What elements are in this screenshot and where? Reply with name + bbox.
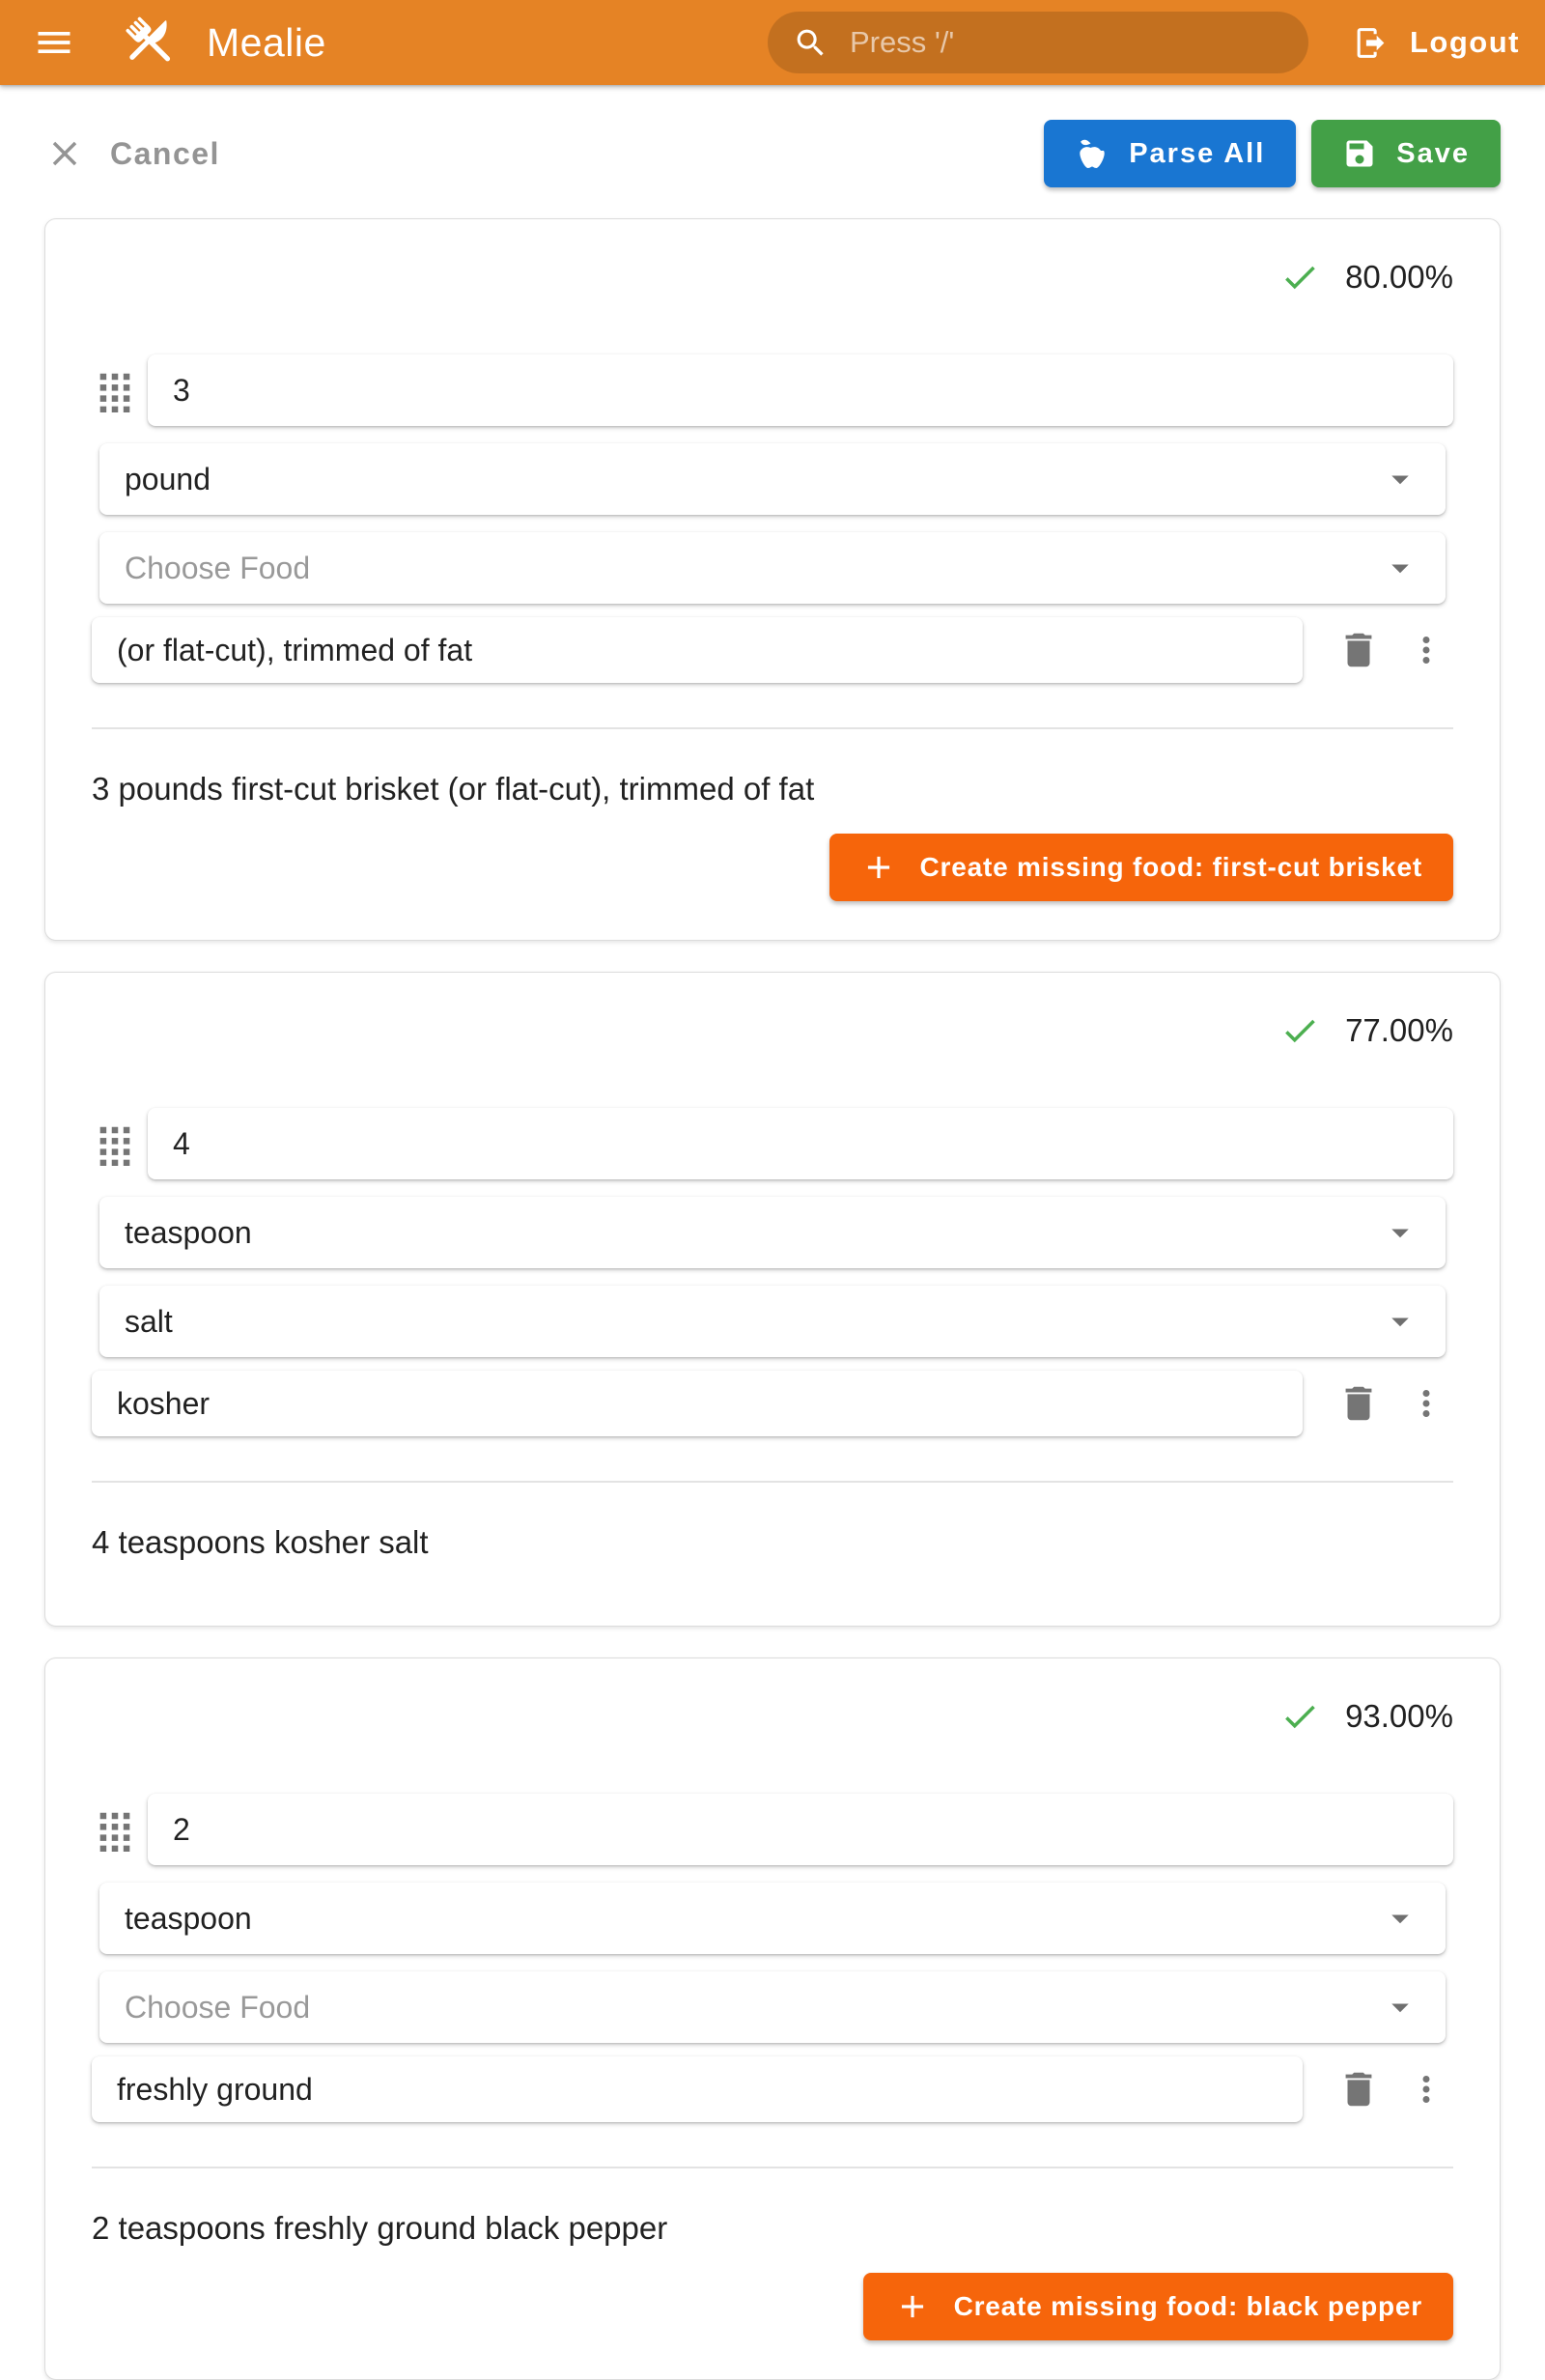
chevron-down-icon xyxy=(1380,459,1420,499)
quantity-input[interactable] xyxy=(173,1812,1428,1848)
ingredient-card-brisket xyxy=(44,218,1501,941)
note-input[interactable] xyxy=(117,2072,1278,2108)
drag-handle-icon[interactable] xyxy=(92,367,138,413)
original-ingredient-text: 3 pounds first-cut brisket (or flat-cut), trimmed of fat xyxy=(92,771,815,807)
chevron-down-icon xyxy=(1380,1301,1420,1342)
confidence-value: 77.00% xyxy=(1345,1012,1453,1048)
quantity-field xyxy=(148,1108,1453,1179)
mealie-logo-icon xyxy=(120,12,182,73)
note-input[interactable] xyxy=(117,633,1278,668)
create-missing-food-button[interactable] xyxy=(829,834,1453,901)
parse-all-button[interactable] xyxy=(1044,120,1296,187)
create-missing-food-button[interactable] xyxy=(863,2273,1453,2340)
delete-ingredient-button[interactable] xyxy=(1332,1376,1386,1431)
confidence-row xyxy=(92,254,1453,300)
quantity-input[interactable] xyxy=(173,373,1428,409)
divider xyxy=(92,727,1453,729)
chevron-down-icon xyxy=(1380,1898,1420,1939)
note-field xyxy=(92,2056,1303,2122)
check-icon xyxy=(1279,257,1320,298)
unit-select[interactable] xyxy=(99,1197,1446,1268)
unit-value: pound xyxy=(125,461,211,496)
unit-select[interactable] xyxy=(99,443,1446,515)
food-select[interactable] xyxy=(99,532,1446,604)
chevron-down-icon xyxy=(1380,1987,1420,2027)
apple-icon xyxy=(1075,136,1110,171)
save-button[interactable] xyxy=(1311,120,1501,187)
divider xyxy=(92,2167,1453,2168)
drag-handle-icon[interactable] xyxy=(92,1120,138,1167)
logout-label: Logout xyxy=(1409,25,1520,59)
ingredient-card-pepper xyxy=(44,1658,1501,2380)
chevron-down-icon xyxy=(1380,1212,1420,1253)
create-missing-food-label: Create missing food: black pepper xyxy=(953,2291,1422,2321)
drag-handle-icon[interactable] xyxy=(92,1806,138,1853)
cancel-button[interactable] xyxy=(44,133,220,174)
search-placeholder: Press '/' xyxy=(849,25,955,59)
app-header xyxy=(0,0,1545,85)
quantity-field xyxy=(148,354,1453,426)
ingredient-card-salt xyxy=(44,972,1501,1627)
trash-icon xyxy=(1336,2067,1381,2111)
parser-toolbar xyxy=(0,85,1545,187)
cancel-label: Cancel xyxy=(110,135,220,171)
check-icon xyxy=(1279,1010,1320,1051)
original-ingredient-text: 4 teaspoons kosher salt xyxy=(92,1524,429,1560)
confidence-row xyxy=(92,1693,1453,1740)
more-options-button[interactable] xyxy=(1399,1376,1453,1431)
food-value: salt xyxy=(125,1303,173,1339)
confidence-row xyxy=(92,1007,1453,1054)
confidence-value: 80.00% xyxy=(1345,259,1453,295)
menu-button[interactable] xyxy=(25,14,83,71)
delete-ingredient-button[interactable] xyxy=(1332,2062,1386,2116)
save-label: Save xyxy=(1396,137,1470,169)
unit-value: teaspoon xyxy=(125,1214,252,1250)
confidence-value: 93.00% xyxy=(1345,1698,1453,1734)
kebab-menu-icon xyxy=(1406,2069,1447,2110)
quantity-input[interactable] xyxy=(173,1126,1428,1162)
logout-icon xyxy=(1353,25,1389,61)
kebab-menu-icon xyxy=(1406,1383,1447,1424)
trash-icon xyxy=(1336,628,1381,672)
food-placeholder: Choose Food xyxy=(125,550,311,585)
search-icon xyxy=(793,25,829,61)
chevron-down-icon xyxy=(1380,548,1420,588)
original-ingredient-text: 2 teaspoons freshly ground black pepper xyxy=(92,2210,668,2246)
note-field xyxy=(92,1371,1303,1436)
unit-value: teaspoon xyxy=(125,1900,252,1936)
plus-icon xyxy=(860,849,897,886)
create-missing-food-label: Create missing food: first-cut brisket xyxy=(919,852,1422,882)
note-input[interactable] xyxy=(117,1386,1278,1422)
food-select[interactable] xyxy=(99,1971,1446,2043)
app-title: Mealie xyxy=(207,19,326,65)
unit-select[interactable] xyxy=(99,1883,1446,1954)
hamburger-menu-icon xyxy=(33,21,75,64)
delete-ingredient-button[interactable] xyxy=(1332,623,1386,677)
save-icon xyxy=(1342,136,1377,171)
plus-icon xyxy=(894,2288,931,2325)
ingredient-list xyxy=(0,218,1545,2380)
food-select[interactable] xyxy=(99,1286,1446,1357)
more-options-button[interactable] xyxy=(1399,2062,1453,2116)
kebab-menu-icon xyxy=(1406,630,1447,670)
divider xyxy=(92,1481,1453,1483)
quantity-field xyxy=(148,1794,1453,1865)
check-icon xyxy=(1279,1696,1320,1737)
food-placeholder: Choose Food xyxy=(125,1989,311,2025)
logout-button[interactable] xyxy=(1353,25,1520,61)
close-icon xyxy=(44,133,85,174)
trash-icon xyxy=(1336,1381,1381,1426)
parse-all-label: Parse All xyxy=(1129,137,1266,169)
more-options-button[interactable] xyxy=(1399,623,1453,677)
note-field xyxy=(92,617,1303,683)
search-input[interactable] xyxy=(768,12,1308,73)
